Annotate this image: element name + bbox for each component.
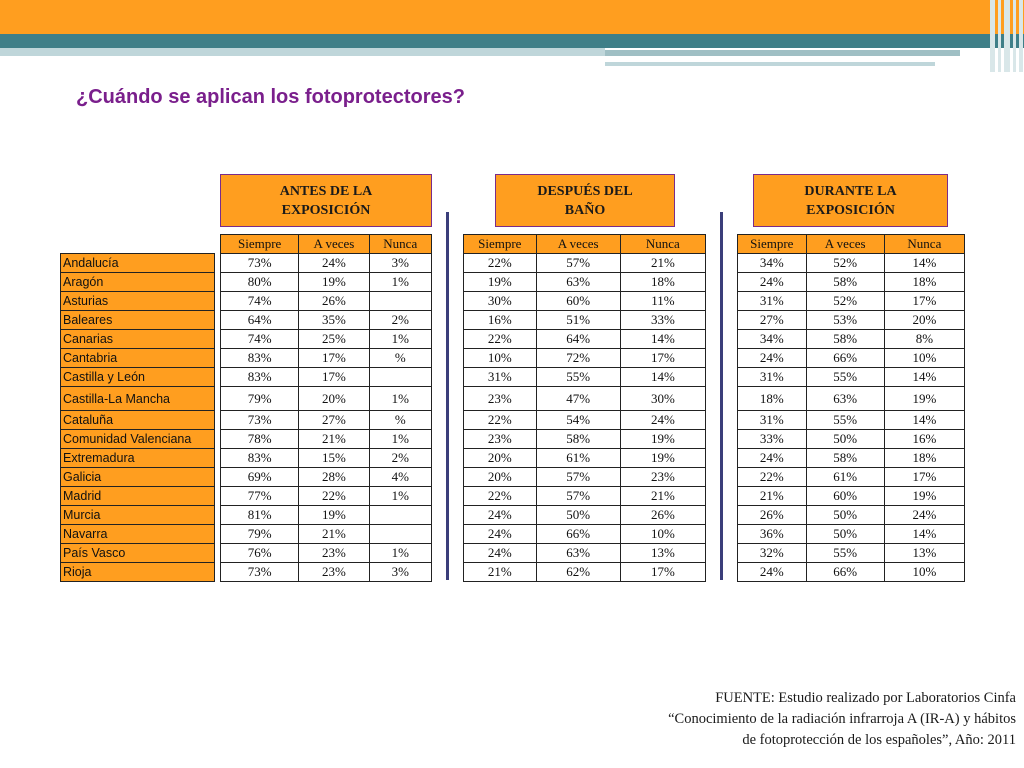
antes-row [221,449,432,468]
durante-row [738,311,965,330]
despues-cell: 13% [620,544,705,563]
durante-cell: 55% [806,411,884,430]
durante-cell: 52% [806,254,884,273]
durante-cell: 17% [884,468,964,487]
durante-cell: 18% [884,449,964,468]
despues-row [464,487,706,506]
durante-cell: 61% [806,468,884,487]
header-antes [220,174,432,227]
antes-cell: % [369,349,431,368]
region-label: Madrid [61,487,215,506]
antes-cell: 28% [299,468,369,487]
durante-cell: 14% [884,525,964,544]
despues-row [464,330,706,349]
durante-column-header: Nunca [884,235,964,254]
table-antes [220,234,432,582]
antes-column-header: Nunca [369,235,431,254]
despues-cell: 10% [464,349,537,368]
antes-row [221,487,432,506]
antes-cell: 17% [299,349,369,368]
despues-row [464,430,706,449]
region-label: Cataluña [61,411,215,430]
antes-cell: 19% [299,506,369,525]
despues-cell: 21% [620,254,705,273]
table-despues [463,234,706,582]
antes-row [221,411,432,430]
region-row [61,292,215,311]
despues-cell: 31% [464,368,537,387]
durante-cell: 34% [738,254,807,273]
antes-cell: 76% [221,544,299,563]
top-light-bar-right [605,50,960,56]
durante-row [738,506,965,525]
region-label: Andalucía [61,254,215,273]
durante-cell: 22% [738,468,807,487]
despues-cell: 57% [536,487,620,506]
slide-title: ¿Cuándo se aplican los fotoprotectores? [76,86,465,108]
region-row [61,254,215,273]
despues-cell: 22% [464,330,537,349]
antes-cell: 21% [299,525,369,544]
antes-cell [369,525,431,544]
source-note [668,688,1016,751]
antes-cell: 21% [299,430,369,449]
antes-cell: 25% [299,330,369,349]
despues-cell: 22% [464,411,537,430]
region-row [61,506,215,525]
antes-cell [369,368,431,387]
region-label: Rioja [61,563,215,582]
durante-cell: 32% [738,544,807,563]
despues-cell: 33% [620,311,705,330]
region-label: Aragón [61,273,215,292]
region-row [61,387,215,411]
despues-cell: 20% [464,449,537,468]
region-row [61,487,215,506]
region-label: Cantabria [61,349,215,368]
region-label: Extremadura [61,449,215,468]
region-row [61,330,215,349]
despues-cell: 11% [620,292,705,311]
despues-row [464,563,706,582]
despues-cell: 19% [464,273,537,292]
durante-row [738,468,965,487]
despues-cell: 55% [536,368,620,387]
antes-cell: 2% [369,449,431,468]
despues-row [464,387,706,411]
durante-cell: 53% [806,311,884,330]
antes-cell: 1% [369,544,431,563]
durante-cell: 52% [806,292,884,311]
group-divider-1 [446,212,449,580]
despues-cell: 64% [536,330,620,349]
despues-cell: 66% [536,525,620,544]
region-row [61,273,215,292]
durante-cell: 16% [884,430,964,449]
durante-cell: 20% [884,311,964,330]
antes-cell: 73% [221,254,299,273]
despues-cell: 14% [620,368,705,387]
despues-row [464,506,706,525]
antes-cell: 1% [369,330,431,349]
region-row [61,368,215,387]
region-row [61,544,215,563]
durante-cell: 24% [884,506,964,525]
despues-cell: 17% [620,349,705,368]
despues-row [464,468,706,487]
durante-row [738,411,965,430]
durante-row [738,449,965,468]
despues-row [464,349,706,368]
durante-cell: 58% [806,273,884,292]
region-label: Castilla-La Mancha [61,387,215,411]
antes-column-header: A veces [299,235,369,254]
durante-row [738,368,965,387]
durante-cell: 21% [738,487,807,506]
top-thin-bar [605,62,935,66]
durante-cell: 34% [738,330,807,349]
source-line-2: “Conocimiento de la radiación infrarroja A (IR-A) y hábitos [668,711,1016,727]
durante-cell: 24% [738,273,807,292]
antes-cell: 80% [221,273,299,292]
region-row [61,449,215,468]
region-row [61,430,215,449]
region-row [61,411,215,430]
despues-cell: 10% [620,525,705,544]
despues-cell: 63% [536,273,620,292]
antes-row [221,506,432,525]
antes-cell: 1% [369,487,431,506]
antes-cell: 64% [221,311,299,330]
despues-cell: 23% [464,430,537,449]
durante-cell: 17% [884,292,964,311]
header-durante [753,174,948,227]
header-antes-line2: EXPOSICIÓN [281,202,371,218]
durante-cell: 14% [884,368,964,387]
durante-cell: 55% [806,368,884,387]
despues-row [464,544,706,563]
region-row [61,525,215,544]
despues-cell: 18% [620,273,705,292]
despues-row [464,254,706,273]
despues-cell: 47% [536,387,620,411]
antes-cell: 79% [221,525,299,544]
despues-cell: 17% [620,563,705,582]
antes-cell: 83% [221,349,299,368]
despues-header-row [464,235,706,254]
antes-cell [369,292,431,311]
durante-cell: 27% [738,311,807,330]
region-label: Comunidad Valenciana [61,430,215,449]
despues-cell: 22% [464,487,537,506]
durante-row [738,254,965,273]
antes-cell: 15% [299,449,369,468]
antes-cell: 2% [369,311,431,330]
antes-cell: 83% [221,368,299,387]
antes-row [221,468,432,487]
durante-cell: 13% [884,544,964,563]
durante-cell: 24% [738,449,807,468]
durante-row [738,273,965,292]
antes-cell: 73% [221,411,299,430]
despues-cell: 20% [464,468,537,487]
despues-cell: 60% [536,292,620,311]
despues-cell: 30% [620,387,705,411]
antes-cell: 3% [369,254,431,273]
antes-cell: 35% [299,311,369,330]
durante-column-header: A veces [806,235,884,254]
durante-cell: 10% [884,563,964,582]
antes-cell: 74% [221,330,299,349]
antes-cell: 17% [299,368,369,387]
header-despues [495,174,675,227]
antes-cell: 26% [299,292,369,311]
antes-cell [369,506,431,525]
antes-row [221,563,432,582]
antes-row [221,311,432,330]
antes-row [221,349,432,368]
antes-cell: 1% [369,387,431,411]
antes-cell: 69% [221,468,299,487]
durante-cell: 19% [884,487,964,506]
antes-row [221,273,432,292]
durante-row [738,430,965,449]
despues-cell: 23% [620,468,705,487]
antes-cell: 4% [369,468,431,487]
durante-cell: 50% [806,506,884,525]
top-light-bar [0,48,605,56]
region-label: País Vasco [61,544,215,563]
despues-cell: 72% [536,349,620,368]
despues-row [464,292,706,311]
top-teal-bar [0,34,1024,48]
region-label: Galicia [61,468,215,487]
durante-cell: 58% [806,449,884,468]
header-durante-line2: EXPOSICIÓN [806,202,895,218]
durante-cell: 10% [884,349,964,368]
antes-cell: 19% [299,273,369,292]
antes-cell: 77% [221,487,299,506]
antes-row [221,292,432,311]
durante-header-row [738,235,965,254]
despues-cell: 57% [536,254,620,273]
despues-cell: 62% [536,563,620,582]
antes-row [221,330,432,349]
durante-cell: 50% [806,525,884,544]
despues-row [464,368,706,387]
antes-row [221,544,432,563]
corner-stripes [988,0,1024,72]
despues-cell: 54% [536,411,620,430]
source-line-3: de fotoprotección de los españoles”, Año: 2011 [742,732,1016,748]
antes-cell: 1% [369,430,431,449]
despues-cell: 51% [536,311,620,330]
durante-cell: 31% [738,292,807,311]
durante-cell: 14% [884,411,964,430]
durante-row [738,544,965,563]
header-antes-line1: ANTES DE LA [279,183,373,199]
antes-column-header: Siempre [221,235,299,254]
region-label: Baleares [61,311,215,330]
despues-cell: 57% [536,468,620,487]
despues-cell: 61% [536,449,620,468]
top-orange-bar [0,0,1024,34]
durante-cell: 24% [738,349,807,368]
region-row [61,563,215,582]
region-row [61,311,215,330]
durante-column-header: Siempre [738,235,807,254]
antes-cell: 24% [299,254,369,273]
durante-cell: 63% [806,387,884,411]
despues-cell: 24% [464,544,537,563]
durante-cell: 60% [806,487,884,506]
durante-row [738,349,965,368]
despues-cell: 58% [536,430,620,449]
antes-cell: 81% [221,506,299,525]
antes-cell: 83% [221,449,299,468]
header-durante-line1: DURANTE LA [804,183,897,199]
despues-cell: 24% [464,525,537,544]
antes-row [221,525,432,544]
despues-column-header: A veces [536,235,620,254]
despues-column-header: Siempre [464,235,537,254]
source-line-1: FUENTE: Estudio realizado por Laboratorios Cinfa [715,690,1016,706]
despues-cell: 24% [464,506,537,525]
durante-cell: 31% [738,411,807,430]
despues-cell: 19% [620,449,705,468]
durante-row [738,563,965,582]
antes-row [221,368,432,387]
durante-cell: 18% [738,387,807,411]
antes-cell: 27% [299,411,369,430]
antes-row [221,254,432,273]
antes-cell: 23% [299,544,369,563]
antes-row [221,387,432,411]
despues-cell: 23% [464,387,537,411]
despues-cell: 14% [620,330,705,349]
region-label: Canarias [61,330,215,349]
durante-row [738,330,965,349]
antes-header-row [221,235,432,254]
antes-cell: 20% [299,387,369,411]
despues-row [464,411,706,430]
antes-row [221,430,432,449]
despues-cell: 16% [464,311,537,330]
despues-cell: 21% [464,563,537,582]
durante-cell: 66% [806,563,884,582]
antes-cell: 23% [299,563,369,582]
region-label: Asturias [61,292,215,311]
durante-cell: 66% [806,349,884,368]
antes-cell: 3% [369,563,431,582]
region-label: Navarra [61,525,215,544]
despues-cell: 21% [620,487,705,506]
antes-cell: 73% [221,563,299,582]
durante-cell: 26% [738,506,807,525]
despues-cell: 24% [620,411,705,430]
region-label: Murcia [61,506,215,525]
region-row [61,349,215,368]
durante-cell: 33% [738,430,807,449]
antes-cell: % [369,411,431,430]
region-table [60,253,215,582]
despues-cell: 26% [620,506,705,525]
despues-row [464,525,706,544]
despues-cell: 22% [464,254,537,273]
despues-cell: 63% [536,544,620,563]
antes-cell: 79% [221,387,299,411]
antes-cell: 74% [221,292,299,311]
durante-cell: 36% [738,525,807,544]
durante-row [738,487,965,506]
durante-cell: 31% [738,368,807,387]
durante-cell: 14% [884,254,964,273]
despues-cell: 19% [620,430,705,449]
durante-cell: 58% [806,330,884,349]
durante-cell: 24% [738,563,807,582]
despues-row [464,449,706,468]
header-despues-line1: DESPUÉS DEL [537,183,633,199]
despues-cell: 50% [536,506,620,525]
antes-cell: 1% [369,273,431,292]
despues-row [464,273,706,292]
durante-cell: 50% [806,430,884,449]
despues-row [464,311,706,330]
region-row [61,468,215,487]
antes-cell: 22% [299,487,369,506]
antes-cell: 78% [221,430,299,449]
header-despues-line2: BAÑO [564,202,606,218]
group-divider-2 [720,212,723,580]
table-durante [737,234,965,582]
durante-cell: 19% [884,387,964,411]
durante-cell: 55% [806,544,884,563]
durante-cell: 18% [884,273,964,292]
durante-cell: 8% [884,330,964,349]
despues-cell: 30% [464,292,537,311]
durante-row [738,525,965,544]
region-label: Castilla y León [61,368,215,387]
durante-row [738,387,965,411]
despues-column-header: Nunca [620,235,705,254]
durante-row [738,292,965,311]
